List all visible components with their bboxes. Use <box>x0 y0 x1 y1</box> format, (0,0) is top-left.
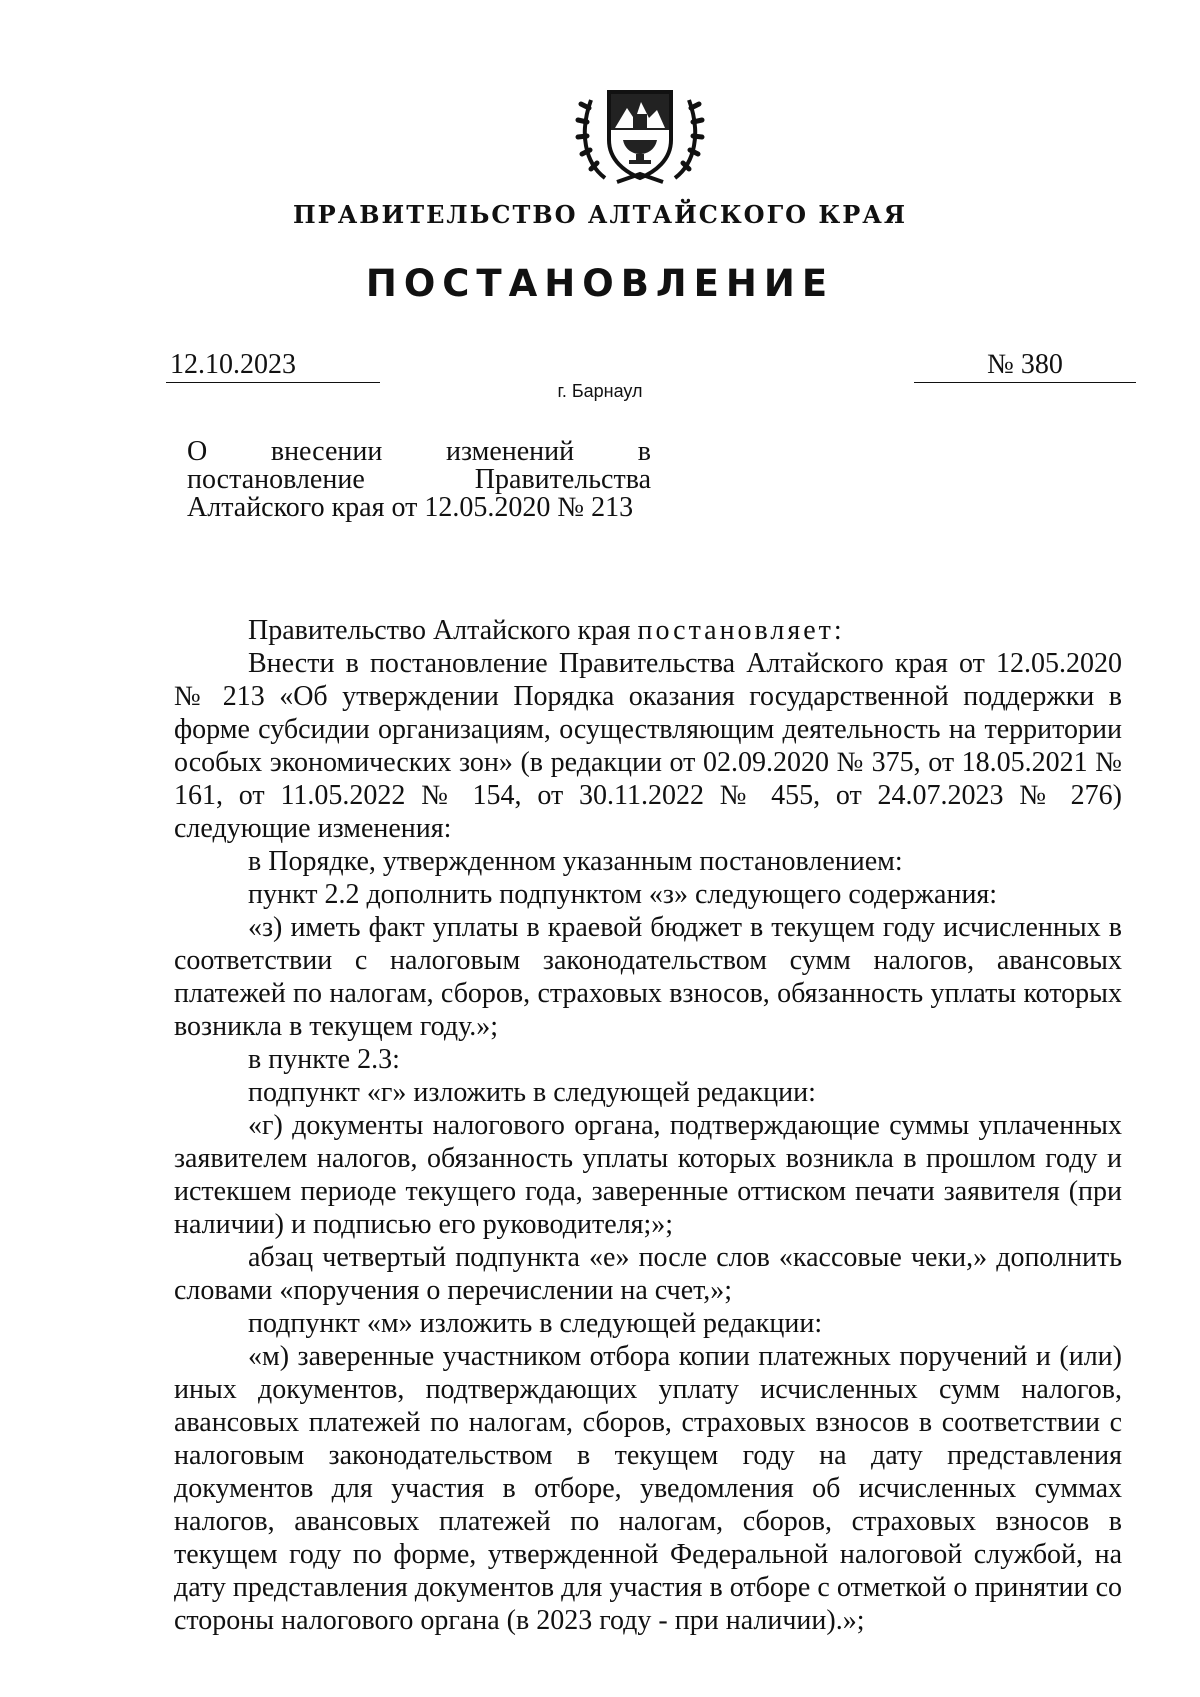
paragraph: подпункт «м» изложить в следующей редакции: <box>248 1308 823 1339</box>
paragraph: «з) иметь факт уплаты в краевой бюджет в текущем году исчисленных в соответствии с налоговым законодательством сумм налогов, авансовых платежей по налогам, сборов, страховых взносов, обязанность уплаты которых возникла в текущем году.»; <box>174 912 1122 1042</box>
altai-krai-coat-of-arms-icon <box>575 78 705 190</box>
subject-line: О внесении изменений в <box>187 436 651 467</box>
document-type-title: ПОСТАНОВЛЕНИЕ <box>365 262 835 305</box>
document-subject <box>187 438 651 522</box>
spaced-word: постановляет: <box>637 615 845 646</box>
document-date: 12.10.2023 <box>166 348 380 383</box>
document-number: № 380 <box>914 348 1136 383</box>
paragraph: пункт 2.2 дополнить подпунктом «з» следующего содержания: <box>248 879 998 910</box>
document-body <box>174 614 1122 1637</box>
paragraph: подпункт «г» изложить в следующей редакции: <box>248 1077 816 1108</box>
government-title: ПРАВИТЕЛЬСТВО АЛТАЙСКОГО КРАЯ <box>292 200 908 229</box>
paragraph-resolution: Правительство Алтайского края постановляет: <box>248 615 845 646</box>
paragraph: абзац четвертый подпункта «е» после слов «кассовые чеки,» дополнить словами «поручения о перечислении на счет,»; <box>174 1242 1122 1306</box>
subject-line: Алтайского края от 12.05.2020 № 213 <box>187 492 634 523</box>
document-city: г. Барнаул <box>557 381 643 401</box>
paragraph: в пункте 2.3: <box>248 1044 400 1075</box>
paragraph: в Порядке, утвержденном указанным постановлением: <box>248 846 903 877</box>
subject-line: постановление Правительства <box>187 464 651 495</box>
paragraph: Внести в постановление Правительства Алтайского края от 12.05.2020 № 213 «Об утверждении Порядка оказания государственной поддержки в форме субсидии организациям, осуществляющим деятельность на территории особых экономических зон» (в редакции от 02.09.2020 № 375, от 18.05.2021 № 161, от 11.05.2022 № 154, от 30.11.2022 № 455, от 24.07.2023 № 276) следующие изменения: <box>174 648 1122 844</box>
paragraph: «м) заверенные участником отбора копии платежных поручений и (или) иных документов, подтверждающих уплату исчисленных сумм налогов, авансовых платежей по налогам, сборов, страховых взносов в соответствии с налоговым законодательством в текущем году на дату представления документов для участия в отборе, уведомления об исчисленных суммах налогов, авансовых платежей по налогам, сборов, страховых взносов в текущем году по форме, утвержденной Федеральной налоговой службой, на дату представления документов для участия в отборе с отметкой о принятии со стороны налогового органа (в 2023 году - при наличии).»; <box>174 1341 1122 1636</box>
paragraph: «г) документы налогового органа, подтверждающие суммы уплаченных заявителем налогов, обязанность уплаты которых возникла в прошлом году и истекшем периоде текущего года, заверенные оттиском печати заявителя (при наличии) и подписью его руководителя;»; <box>174 1110 1122 1240</box>
